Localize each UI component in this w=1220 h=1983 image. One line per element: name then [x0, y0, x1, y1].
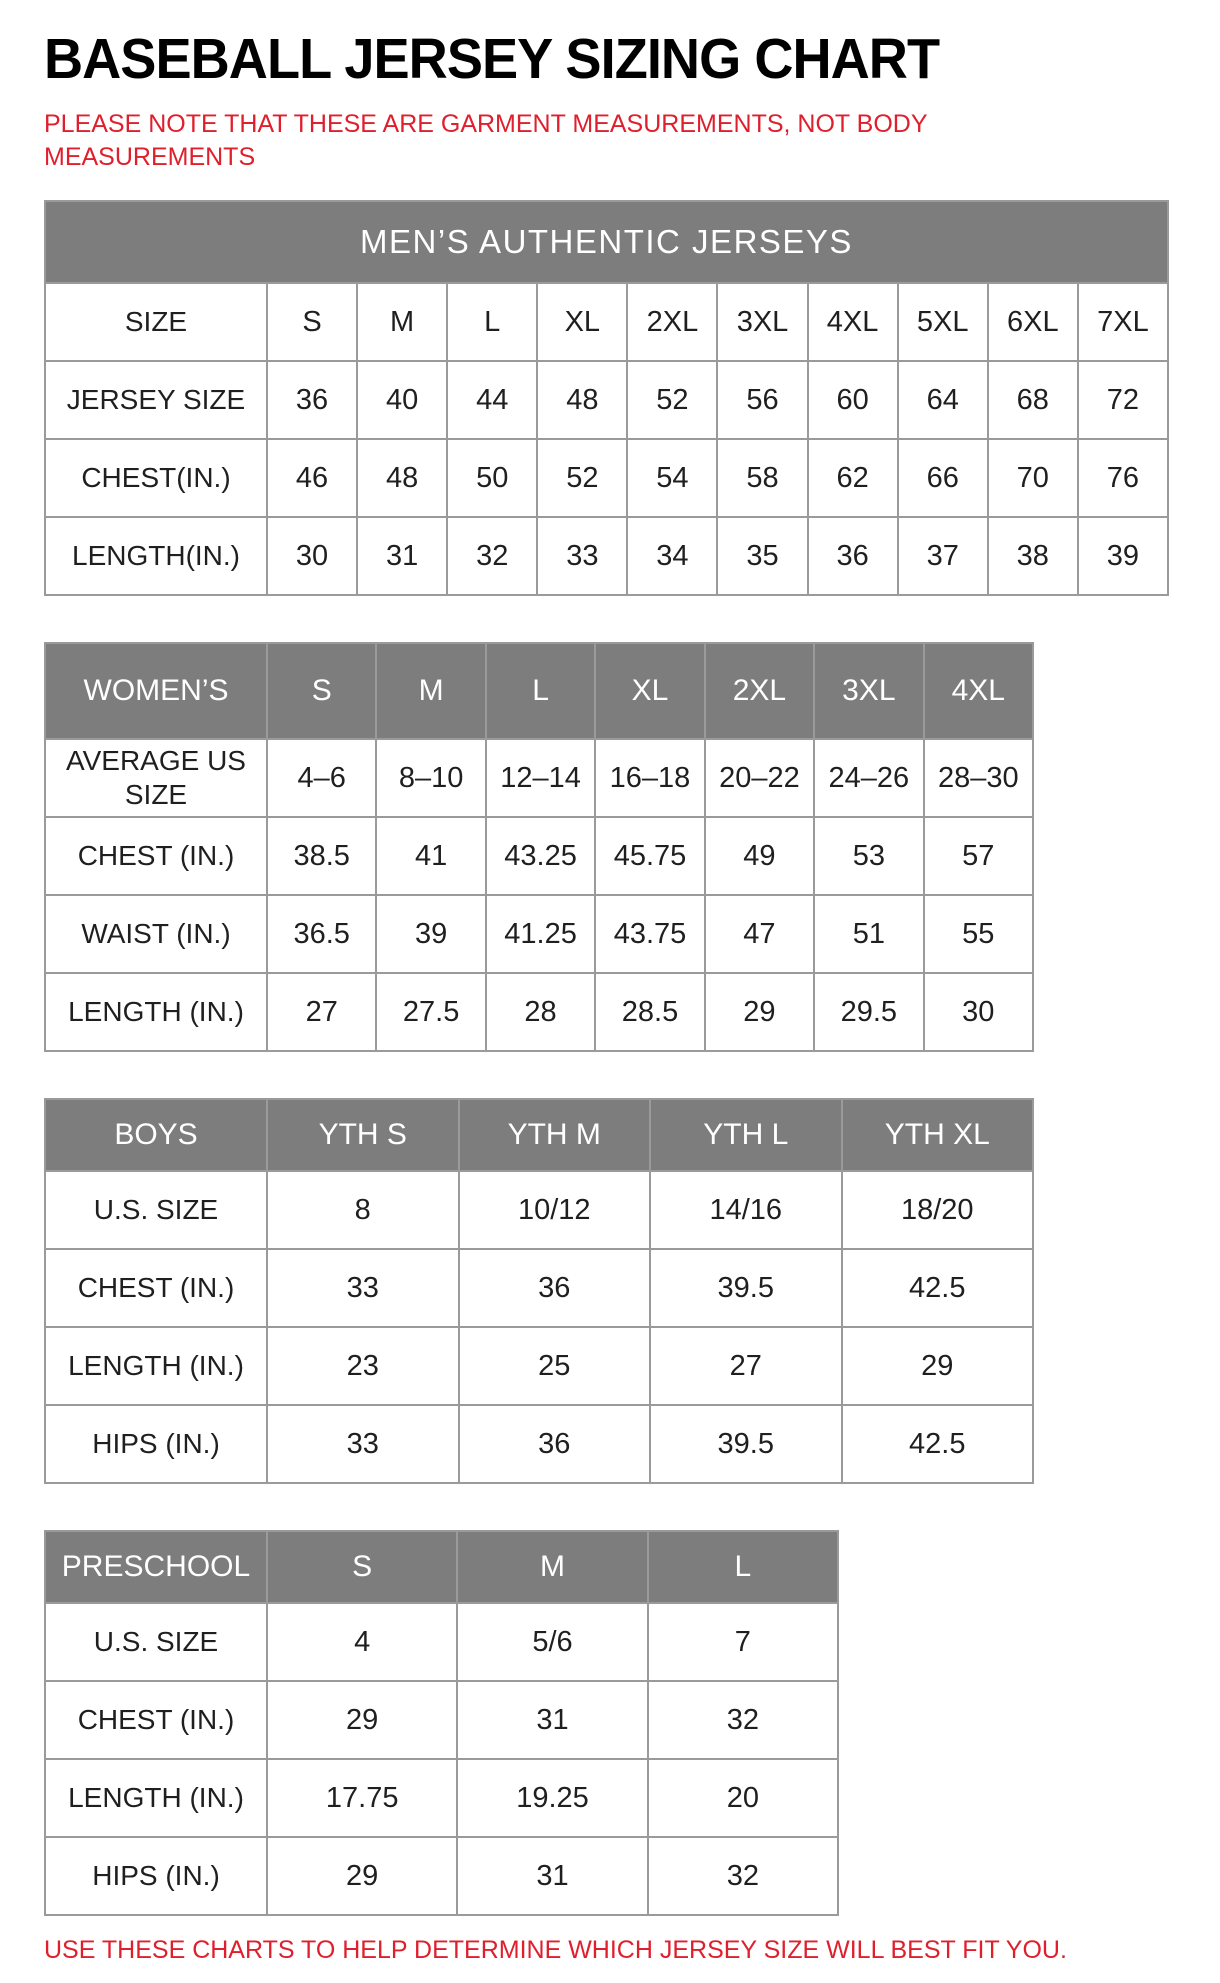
preschool-cell-0-0: 4 — [267, 1603, 457, 1681]
preschool-row-3 — [45, 1837, 838, 1915]
preschool-cell-2-0: 17.75 — [267, 1759, 457, 1837]
womens-row-label-1: CHEST (IN.) — [45, 817, 267, 895]
mens-cell-1-4: 52 — [627, 361, 717, 439]
preschool-row-label-3: HIPS (IN.) — [45, 1837, 267, 1915]
boys-cell-2-3: 29 — [842, 1327, 1034, 1405]
boys-cell-1-2: 39.5 — [650, 1249, 842, 1327]
womens-cell-1-4: 49 — [705, 817, 814, 895]
boys-cell-3-2: 39.5 — [650, 1405, 842, 1483]
mens-cell-2-9: 76 — [1078, 439, 1168, 517]
boys-column-header-0: YTH S — [267, 1099, 459, 1171]
mens-cell-0-4: 2XL — [627, 283, 717, 361]
womens-cell-0-5: 24–26 — [814, 739, 923, 817]
mens-cell-0-1: M — [357, 283, 447, 361]
womens-cell-3-6: 30 — [924, 973, 1033, 1051]
mens-cell-3-2: 32 — [447, 517, 537, 595]
womens-cell-2-3: 43.75 — [595, 895, 704, 973]
mens-row-label-3: LENGTH(IN.) — [45, 517, 267, 595]
boys-cell-2-1: 25 — [459, 1327, 651, 1405]
womens-row-0 — [45, 739, 1033, 817]
womens-row-label-0: AVERAGE US SIZE — [45, 739, 267, 817]
preschool-column-header-1: M — [457, 1531, 647, 1603]
preschool-cell-3-2: 32 — [648, 1837, 838, 1915]
womens-cell-1-1: 41 — [376, 817, 485, 895]
boys-row-1 — [45, 1249, 1033, 1327]
womens-cell-1-2: 43.25 — [486, 817, 595, 895]
mens-cell-3-5: 35 — [717, 517, 807, 595]
preschool-row-0 — [45, 1603, 838, 1681]
mens-cell-3-9: 39 — [1078, 517, 1168, 595]
womens-column-header-2: L — [486, 643, 595, 739]
womens-sizing-table — [44, 642, 1034, 1052]
womens-cell-0-3: 16–18 — [595, 739, 704, 817]
boys-cell-0-2: 14/16 — [650, 1171, 842, 1249]
mens-cell-1-2: 44 — [447, 361, 537, 439]
preschool-cell-0-1: 5/6 — [457, 1603, 647, 1681]
preschool-row-label-1: CHEST (IN.) — [45, 1681, 267, 1759]
boys-cell-0-1: 10/12 — [459, 1171, 651, 1249]
preschool-header-label: PRESCHOOL — [45, 1531, 267, 1603]
mens-row-label-2: CHEST(IN.) — [45, 439, 267, 517]
womens-cell-1-0: 38.5 — [267, 817, 376, 895]
mens-cell-3-8: 38 — [988, 517, 1078, 595]
garment-measurement-note: PLEASE NOTE THAT THESE ARE GARMENT MEASUREMENTS, NOT BODY MEASUREMENTS — [44, 110, 928, 171]
womens-cell-2-4: 47 — [705, 895, 814, 973]
womens-cell-0-4: 20–22 — [705, 739, 814, 817]
boys-row-label-0: U.S. SIZE — [45, 1171, 267, 1249]
boys-cell-0-3: 18/20 — [842, 1171, 1034, 1249]
womens-row-label-3: LENGTH (IN.) — [45, 973, 267, 1051]
boys-cell-1-0: 33 — [267, 1249, 459, 1327]
womens-cell-0-6: 28–30 — [924, 739, 1033, 817]
preschool-cell-1-0: 29 — [267, 1681, 457, 1759]
mens-row-3 — [45, 517, 1168, 595]
boys-row-0 — [45, 1171, 1033, 1249]
boys-cell-3-1: 36 — [459, 1405, 651, 1483]
boys-row-label-1: CHEST (IN.) — [45, 1249, 267, 1327]
womens-cell-2-0: 36.5 — [267, 895, 376, 973]
preschool-cell-3-1: 31 — [457, 1837, 647, 1915]
womens-cell-0-1: 8–10 — [376, 739, 485, 817]
mens-cell-1-6: 60 — [808, 361, 898, 439]
mens-cell-0-2: L — [447, 283, 537, 361]
mens-cell-2-7: 66 — [898, 439, 988, 517]
womens-column-header-1: M — [376, 643, 485, 739]
mens-cell-3-4: 34 — [627, 517, 717, 595]
boys-column-header-1: YTH M — [459, 1099, 651, 1171]
womens-row-3 — [45, 973, 1033, 1051]
mens-cell-3-3: 33 — [537, 517, 627, 595]
womens-cell-2-1: 39 — [376, 895, 485, 973]
boys-header-row — [45, 1099, 1033, 1171]
mens-cell-1-1: 40 — [357, 361, 447, 439]
womens-header-row — [45, 643, 1033, 739]
womens-column-header-6: 4XL — [924, 643, 1033, 739]
mens-row-label-1: JERSEY SIZE — [45, 361, 267, 439]
womens-row-1 — [45, 817, 1033, 895]
womens-cell-3-0: 27 — [267, 973, 376, 1051]
womens-column-header-3: XL — [595, 643, 704, 739]
mens-cell-2-6: 62 — [808, 439, 898, 517]
mens-cell-0-8: 6XL — [988, 283, 1078, 361]
mens-cell-3-0: 30 — [267, 517, 357, 595]
mens-cell-2-1: 48 — [357, 439, 447, 517]
mens-row-label-0: SIZE — [45, 283, 267, 361]
womens-cell-1-5: 53 — [814, 817, 923, 895]
preschool-cell-2-1: 19.25 — [457, 1759, 647, 1837]
mens-cell-3-6: 36 — [808, 517, 898, 595]
mens-cell-2-0: 46 — [267, 439, 357, 517]
mens-cell-2-5: 58 — [717, 439, 807, 517]
boys-row-3 — [45, 1405, 1033, 1483]
womens-cell-2-6: 55 — [924, 895, 1033, 973]
womens-cell-3-2: 28 — [486, 973, 595, 1051]
preschool-row-label-2: LENGTH (IN.) — [45, 1759, 267, 1837]
preschool-cell-1-1: 31 — [457, 1681, 647, 1759]
preschool-column-header-0: S — [267, 1531, 457, 1603]
womens-cell-1-6: 57 — [924, 817, 1033, 895]
boys-column-header-3: YTH XL — [842, 1099, 1034, 1171]
boys-cell-2-0: 23 — [267, 1327, 459, 1405]
mens-row-2 — [45, 439, 1168, 517]
womens-cell-1-3: 45.75 — [595, 817, 704, 895]
womens-cell-3-3: 28.5 — [595, 973, 704, 1051]
mens-cell-1-5: 56 — [717, 361, 807, 439]
mens-cell-3-1: 31 — [357, 517, 447, 595]
mens-cell-0-0: S — [267, 283, 357, 361]
preschool-cell-1-2: 32 — [648, 1681, 838, 1759]
womens-cell-0-2: 12–14 — [486, 739, 595, 817]
womens-cell-2-2: 41.25 — [486, 895, 595, 973]
mens-cell-0-6: 4XL — [808, 283, 898, 361]
mens-cell-0-7: 5XL — [898, 283, 988, 361]
mens-cell-2-3: 52 — [537, 439, 627, 517]
mens-cell-1-0: 36 — [267, 361, 357, 439]
mens-cell-1-3: 48 — [537, 361, 627, 439]
tables-container — [44, 200, 1180, 1916]
boys-cell-0-0: 8 — [267, 1171, 459, 1249]
womens-column-header-4: 2XL — [705, 643, 814, 739]
boys-cell-3-0: 33 — [267, 1405, 459, 1483]
womens-row-label-2: WAIST (IN.) — [45, 895, 267, 973]
boys-sizing-table — [44, 1098, 1034, 1484]
mens-cell-2-2: 50 — [447, 439, 537, 517]
boys-column-header-2: YTH L — [650, 1099, 842, 1171]
womens-cell-0-0: 4–6 — [267, 739, 376, 817]
womens-cell-3-1: 27.5 — [376, 973, 485, 1051]
preschool-row-1 — [45, 1681, 838, 1759]
womens-cell-3-5: 29.5 — [814, 973, 923, 1051]
preschool-column-header-2: L — [648, 1531, 838, 1603]
mens-cell-3-7: 37 — [898, 517, 988, 595]
fit-advice-note: USE THESE CHARTS TO HELP DETERMINE WHICH JERSEY SIZE WILL BEST FIT YOU. — [44, 1936, 1067, 1964]
preschool-cell-0-2: 7 — [648, 1603, 838, 1681]
mens-row-0 — [45, 283, 1168, 361]
womens-header-label: WOMEN’S — [45, 643, 267, 739]
mens-row-1 — [45, 361, 1168, 439]
mens-cell-0-9: 7XL — [1078, 283, 1168, 361]
boys-cell-1-1: 36 — [459, 1249, 651, 1327]
boys-cell-1-3: 42.5 — [842, 1249, 1034, 1327]
mens-cell-1-9: 72 — [1078, 361, 1168, 439]
boys-row-2 — [45, 1327, 1033, 1405]
boys-header-label: BOYS — [45, 1099, 267, 1171]
page-title: BASEBALL JERSEY SIZING CHART — [44, 27, 940, 91]
womens-column-header-5: 3XL — [814, 643, 923, 739]
mens-banner-title: MEN’S AUTHENTIC JERSEYS — [45, 201, 1168, 283]
mens-cell-2-4: 54 — [627, 439, 717, 517]
preschool-cell-3-0: 29 — [267, 1837, 457, 1915]
boys-cell-3-3: 42.5 — [842, 1405, 1034, 1483]
mens-cell-1-7: 64 — [898, 361, 988, 439]
womens-cell-2-5: 51 — [814, 895, 923, 973]
preschool-sizing-table — [44, 1530, 839, 1916]
preschool-row-2 — [45, 1759, 838, 1837]
boys-row-label-2: LENGTH (IN.) — [45, 1327, 267, 1405]
mens-cell-1-8: 68 — [988, 361, 1078, 439]
mens-cell-2-8: 70 — [988, 439, 1078, 517]
boys-row-label-3: HIPS (IN.) — [45, 1405, 267, 1483]
mens-cell-0-5: 3XL — [717, 283, 807, 361]
boys-cell-2-2: 27 — [650, 1327, 842, 1405]
mens-cell-0-3: XL — [537, 283, 627, 361]
womens-cell-3-4: 29 — [705, 973, 814, 1051]
womens-column-header-0: S — [267, 643, 376, 739]
mens-sizing-table — [44, 200, 1169, 596]
preschool-cell-2-2: 20 — [648, 1759, 838, 1837]
preschool-header-row — [45, 1531, 838, 1603]
womens-row-2 — [45, 895, 1033, 973]
preschool-row-label-0: U.S. SIZE — [45, 1603, 267, 1681]
